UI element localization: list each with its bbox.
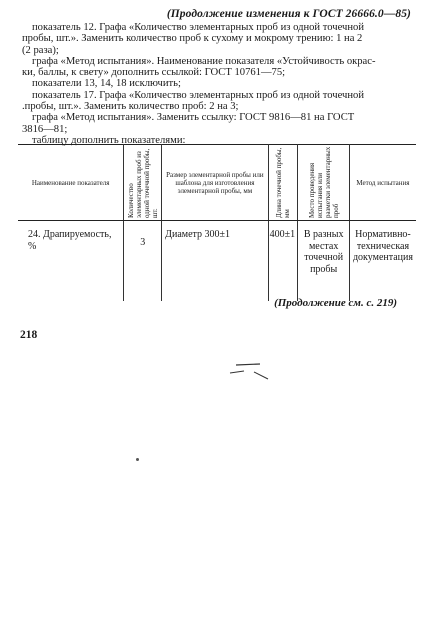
text-line: .пробы, шт.». Заменить количество проб: 2 на 3; <box>22 101 239 113</box>
col-header-count: Количество элементарных проб из одной точечной пробы, шт. <box>124 145 162 221</box>
indicators-table <box>18 144 416 301</box>
col-header-length: Длина точечной пробы, мм <box>268 145 298 221</box>
cell-size: Диаметр 300±1 <box>162 221 268 302</box>
text-line: ки, баллы, к свету» дополнить ссылкой: ГОСТ 10761—75; <box>22 67 286 79</box>
cell-name: 24. Драпируемость, % <box>18 221 124 302</box>
text-line: таблицу дополнить показателями: <box>32 134 186 146</box>
table-row <box>18 221 416 302</box>
cell-length: 400±1 <box>268 221 298 302</box>
text-line: (2 раза); <box>22 44 59 56</box>
col-header-place: Место проведения испытания или разметки элементарных проб <box>298 145 349 221</box>
text-line: показатель 17. Графа «Количество элементарных проб из одной точечной <box>32 89 364 101</box>
continuation-note: (Продолжение см. с. 219) <box>274 297 397 309</box>
amendment-text <box>22 22 412 146</box>
text-line: показатели 13, 14, 18 исключить; <box>32 78 181 90</box>
cell-place: В разных местах точечной пробы <box>298 221 349 302</box>
running-header: (Продолжение изменения к ГОСТ 26666.0—85) <box>166 8 411 20</box>
text-line: показатель 12. Графа «Количество элементарных проб из одной точечной <box>32 22 364 33</box>
cell-method: Нормативно-техническая документация <box>349 221 416 302</box>
col-header-size: Размер элементарной пробы или шаблона для изготовления элементарной пробы, мм <box>162 145 268 221</box>
text-line: графа «Метод испытания». Заменить ссылку: ГОСТ 9816—81 на ГОСТ <box>32 112 355 124</box>
col-header-name: Наименование показателя <box>18 145 124 221</box>
col-header-method: Метод испытания <box>349 145 416 221</box>
speck <box>136 458 139 461</box>
pen-mark <box>228 361 278 383</box>
page-number: 218 <box>20 329 38 341</box>
text-line: пробы, шт.». Заменить количество проб к сухому и мокрому трению: 1 на 2 <box>22 33 363 45</box>
text-line: графа «Метод испытания». Наименование показателя «Устойчивость окрас- <box>32 55 376 67</box>
cell-count: 3 <box>124 221 162 302</box>
text-line: 3816—81; <box>22 123 68 135</box>
